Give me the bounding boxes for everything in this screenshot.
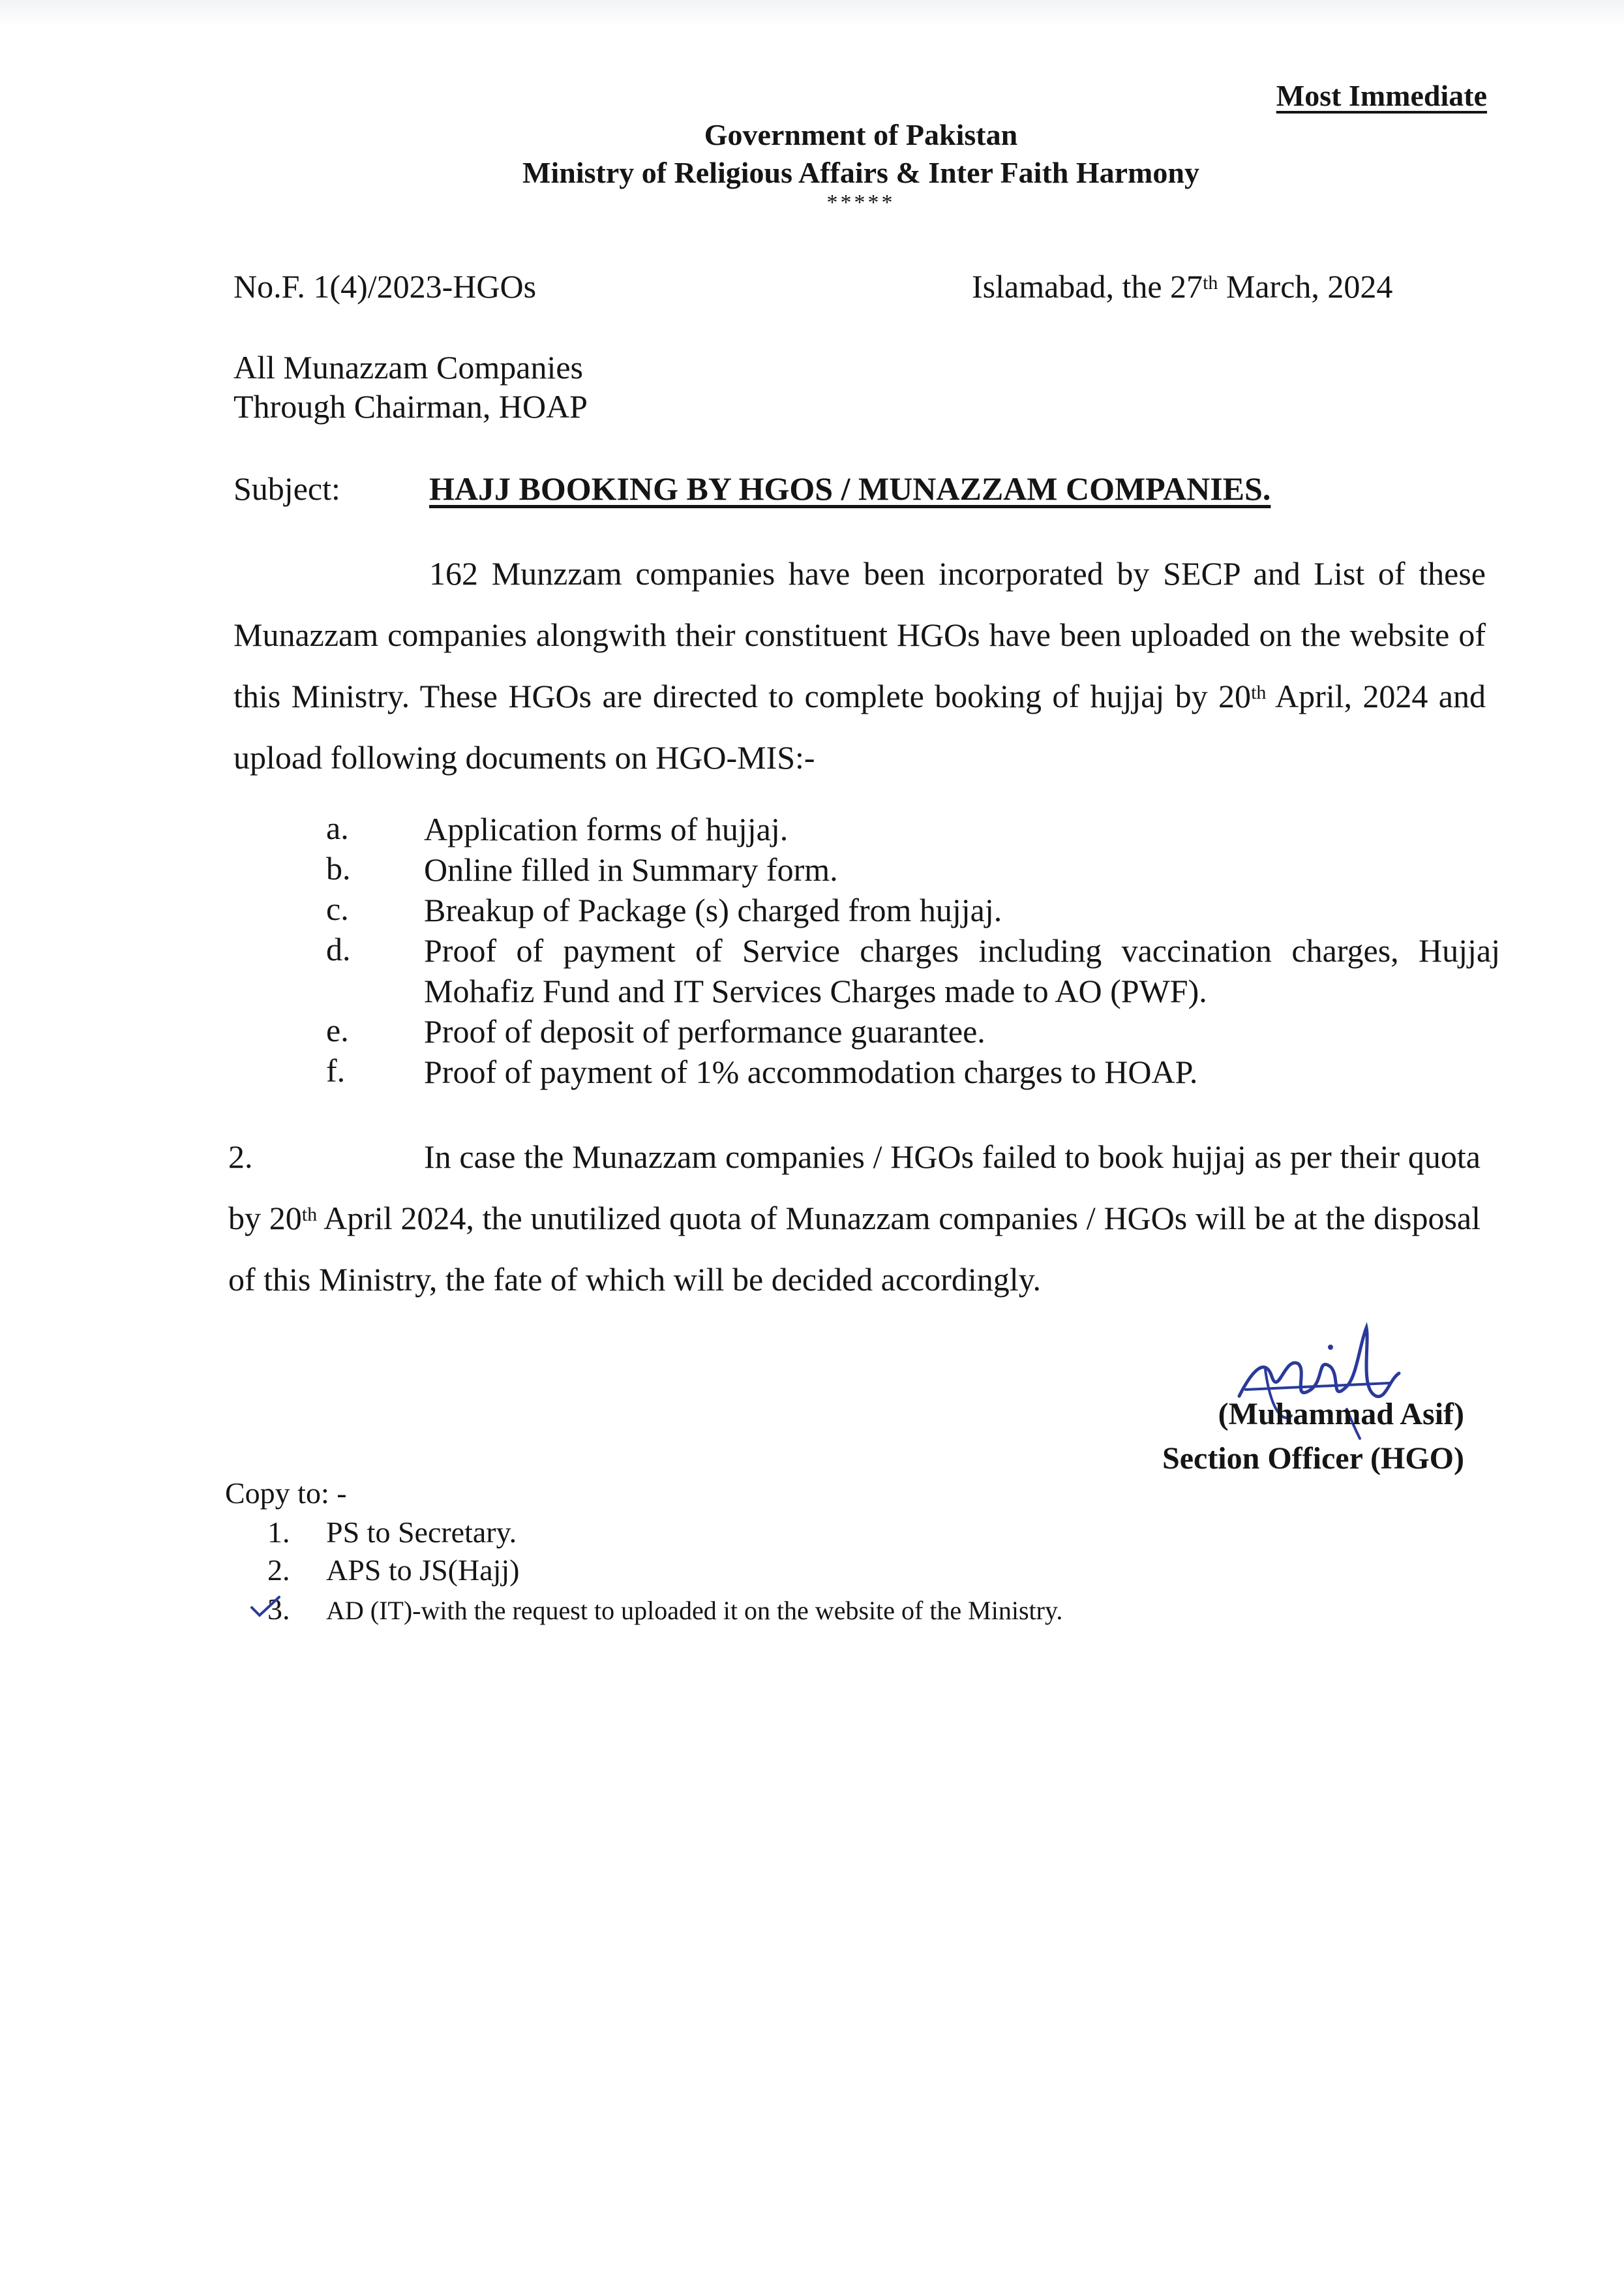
copy-to-label: Copy to: - [225,1476,347,1510]
letter-date: Islamabad, the 27th March, 2024 [972,268,1393,305]
addressee-line-1: All Munazzam Companies [233,349,583,386]
scan-shadow [0,0,1624,26]
copy-to-item: 2. APS to JS(Hajj) [267,1553,520,1587]
subject-text: HAJJ BOOKING BY HGOS / MUNAZZAM COMPANIES. [429,470,1271,507]
checkmark-icon [249,1593,282,1619]
subject-label: Subject: [233,470,340,507]
paragraph-2: 2. In case the Munazzam companies / HGOs failed to book hujjaj as per their quota by 20th April 2024, the unutilized quota of Munazzam companies / HGOs will be at the disposal of this Ministry, the fate of which will be decided accordingly. [228,1126,1481,1310]
paragraph-1: 162 Munzzam companies have been incorporated by SECP and List of these Munazzam companies alongwith their constituent HGOs have been uploaded on the website of this Ministry. These HGOs are directed to complete booking of hujjaj by 20th April, 2024 and upload following documents on HGO-MIS:- [233,555,1486,776]
paragraph-2-number: 2. [228,1138,253,1175]
letter-page: Most Immediate Government of Pakistan Ministry of Religious Affairs & Inter Faith Harmony ***** No.F. 1(4)/2023-HGOs Islamabad, the 27th March, 2024 All Munazzam Companies Through Chairman, HOAP Subject: HAJJ BOOKING BY HGOS / MUNAZZAM COMPANIES. 162 Munzzam companies have been incorporated by SECP and List of these Munazzam companies alongwith their constituent HGOs have been uploaded on the website of this Ministry. These HGOs are directed to complete booking of hujjaj by 20th April, 2024 and upload following documents on HGO-MIS:- a. Application forms of hujjaj. b. Online filled in Summary form. c. Breakup of Package (s) charged from hujjaj. d. Proof of payment of Service charges including vaccination charges, Hujjaj Mohafiz Fund and IT Services Charges made to AO (PWF). e. Proof of deposit of performance guarantee. f. Proof of payment of 1% accommodation charges to HOAP. 2. In case the Munazzam companies / HGOs failed to book hujjaj as per their quota by 20th April 2024, the unutilized quota of Munazzam companies / HGOs will be at the disposal of this Ministry, the fate of which will be decided accordingly. (Muhammad Asif) Section Officer (HGO) Copy to: - 1. PS to Secretary. 2. APS to JS(Hajj) 3. AD (IT)-with the request to uploaded it on the website of the Ministry. [0,0,1624,2286]
signatory-name: (Muhammad Asif) [1218,1397,1464,1431]
government-heading: Government of Pakistan [704,118,1018,151]
header-stars: ***** [826,190,895,215]
priority-marking: Most Immediate [1276,79,1487,112]
ministry-heading: Ministry of Religious Affairs & Inter Faith Harmony [522,156,1199,189]
signatory-designation: Section Officer (HGO) [1162,1441,1464,1476]
file-number: No.F. 1(4)/2023-HGOs [233,268,537,305]
copy-to-item: 1. PS to Secretary. [267,1516,517,1549]
copy-to-item: 3. AD (IT)-with the request to uploaded it on the website of the Ministry. [267,1593,1063,1626]
addressee-line-2: Through Chairman, HOAP [233,388,588,425]
